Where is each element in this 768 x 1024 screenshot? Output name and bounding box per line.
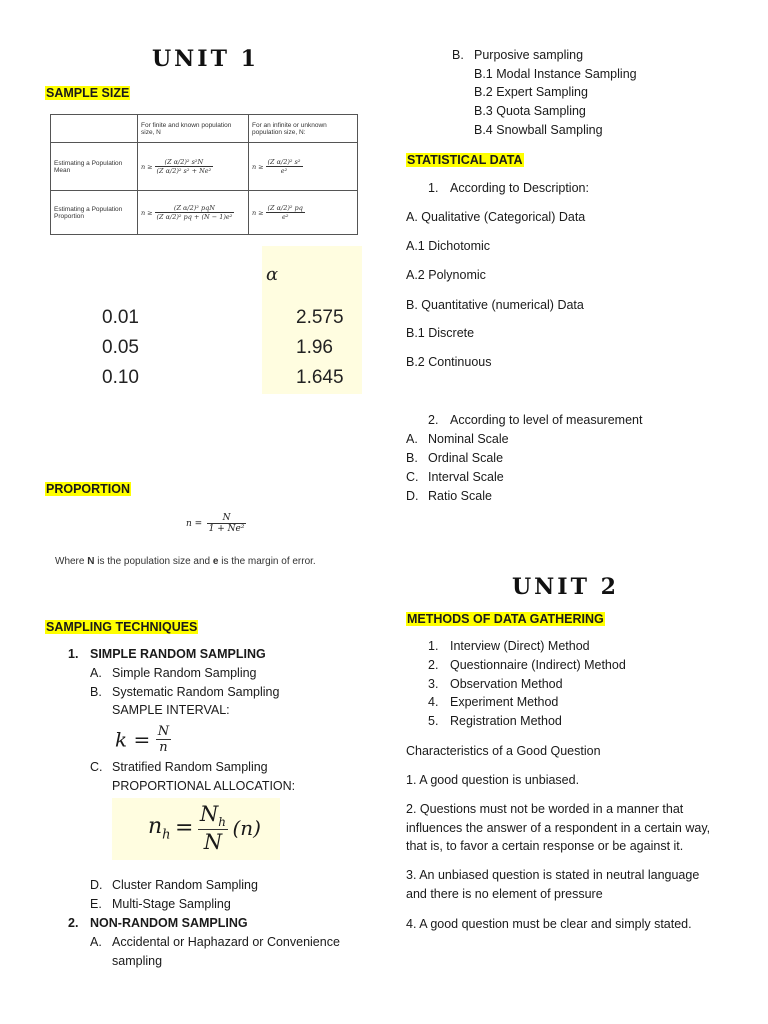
sample-interval-label: SAMPLE INTERVAL:	[112, 703, 230, 717]
proportion-formula: n = $\frac{N}{\text{1 + Ne²}}$	[186, 513, 245, 534]
paragraph: 2. Questions must not be worded in a manner that	[406, 802, 684, 816]
list-item: B.1 Modal Instance Sampling	[474, 67, 637, 81]
list-item: D. Cluster Random Sampling	[90, 878, 258, 892]
list-item: B. Ordinal Scale	[406, 451, 504, 465]
list-item: A.2 Polynomic	[406, 268, 486, 282]
list-item: 5. Registration Method	[428, 714, 562, 728]
list-item: A.1 Dichotomic	[406, 239, 491, 253]
list-item: C. Stratified Random Sampling	[90, 760, 268, 774]
list-item: 2. According to level of measurement	[428, 413, 643, 427]
list-item: A. Accidental or Haphazard or Convenience	[90, 935, 340, 949]
paragraph: 1. A good question is unbiased.	[406, 773, 580, 787]
alpha-value: 0.01	[102, 307, 139, 328]
list-item: B.3 Quota Sampling	[474, 104, 586, 118]
alpha-symbol: α	[266, 264, 279, 285]
list-item: 1. Interview (Direct) Method	[428, 639, 590, 653]
characteristics-heading: Characteristics of a Good Question	[406, 744, 601, 758]
table-row-label-proportion: Estimating a Population Proportion	[51, 191, 138, 235]
table-cell-proportion-infinite: n ≥ $\frac{\text{(Z α/2)² pq}}{\text{e²}}$	[249, 191, 358, 235]
list-item: 3. Observation Method	[428, 677, 563, 691]
paragraph: and there is no element of pressure	[406, 887, 603, 901]
paragraph: that is, to favor a certain response or be against it.	[406, 839, 684, 853]
list-item: B. Systematic Random Sampling	[90, 685, 280, 699]
list-item: E. Multi-Stage Sampling	[90, 897, 231, 911]
list-item: B.4 Snowball Sampling	[474, 123, 603, 137]
sampling-techniques-heading: SAMPLING TECHNIQUES	[46, 620, 198, 634]
proportion-note: Where N is the population size and e is the margin of error.	[55, 556, 316, 567]
z-value: 1.96	[296, 337, 333, 358]
list-item: B.2 Expert Sampling	[474, 85, 588, 99]
list-item: A. Qualitative (Categorical) Data	[406, 210, 586, 224]
list-item: 1. SIMPLE RANDOM SAMPLING	[68, 647, 266, 661]
z-value: 1.645	[296, 367, 344, 388]
list-item: 2. Questionnaire (Indirect) Method	[428, 658, 626, 672]
unit1-title: UNIT 1	[152, 46, 259, 72]
proportion-heading: PROPORTION	[46, 482, 131, 496]
paragraph: 4. A good question must be clear and simply stated.	[406, 917, 692, 931]
list-item: A. Simple Random Sampling	[90, 666, 257, 680]
k-formula: k = $\frac{N}{n}$	[115, 724, 170, 755]
paragraph: 3. An unbiased question is stated in neutral language	[406, 868, 700, 882]
sample-size-table	[50, 114, 358, 235]
methods-heading: METHODS OF DATA GATHERING	[407, 612, 604, 626]
alpha-value: 0.10	[102, 367, 139, 388]
statistical-data-heading: STATISTICAL DATA	[407, 153, 523, 167]
list-item: B.1 Discrete	[406, 326, 475, 340]
list-item: B. Purposive sampling	[452, 48, 584, 62]
list-item: C. Interval Scale	[406, 470, 504, 484]
table-row-label-mean: Estimating a Population Mean	[51, 143, 138, 191]
list-item: B.2 Continuous	[406, 355, 492, 369]
list-item: 4. Experiment Method	[428, 695, 559, 709]
nh-formula: $n_h$ = $\frac{N_h}{N}$ (n)	[148, 802, 261, 855]
list-item: 2. NON-RANDOM SAMPLING	[68, 916, 248, 930]
list-item: A. Nominal Scale	[406, 432, 509, 446]
list-item: B. Quantitative (numerical) Data	[406, 298, 584, 312]
list-item: D. Ratio Scale	[406, 489, 492, 503]
table-header-infinite: For an infinite or unknown population size, N:	[249, 115, 358, 143]
paragraph: influences the answer of a respondent in a certain way,	[406, 821, 711, 835]
list-item: 1. According to Description:	[428, 181, 589, 195]
table-cell-proportion-finite: n ≥ $\frac{\text{(Z α/2)² pqN}}{\text{(Z α/2)² pq + (N − 1)e²}}$	[138, 191, 249, 235]
table-cell-mean-infinite: n ≥ $\frac{\text{(Z α/2)² s²}}{\text{e²}}$	[249, 143, 358, 191]
unit2-title: UNIT 2	[512, 574, 619, 600]
alpha-value: 0.05	[102, 337, 139, 358]
table-header-finite: For finite and known population size, N	[138, 115, 249, 143]
list-item-continuation: sampling	[112, 954, 163, 968]
table-cell-mean-finite: n ≥ $\frac{\text{(Z α/2)² s²N}}{\text{(Z α/2)² s² + Ne²}}$	[138, 143, 249, 191]
sample-size-heading: SAMPLE SIZE	[46, 86, 130, 100]
z-value: 2.575	[296, 307, 344, 328]
proportional-allocation-label: PROPORTIONAL ALLOCATION:	[112, 779, 296, 793]
